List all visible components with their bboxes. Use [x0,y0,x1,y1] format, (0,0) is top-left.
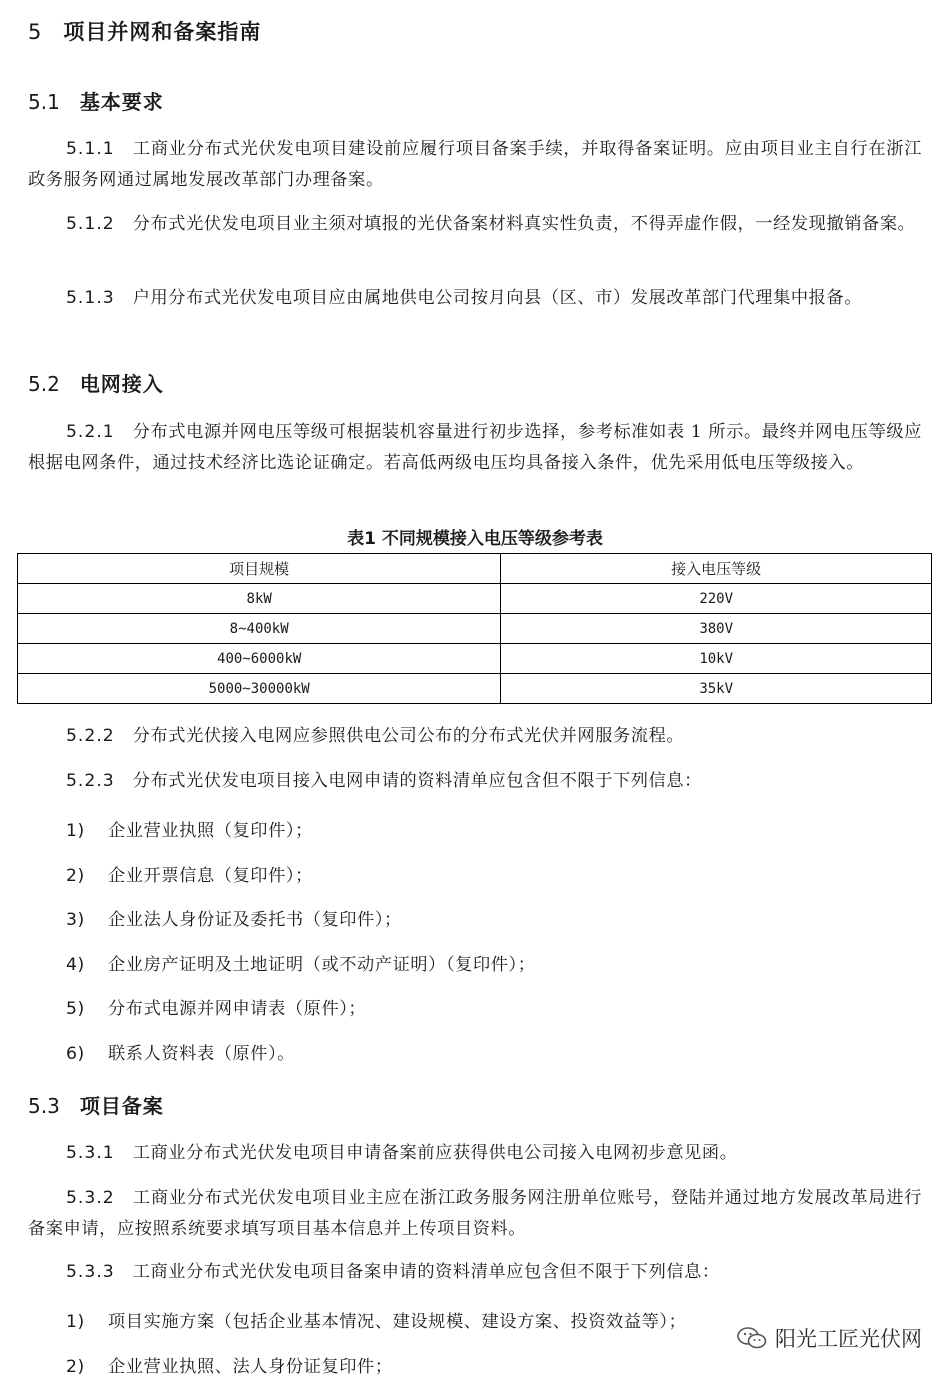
table-cell: 35kV [501,674,932,704]
table-row [18,584,932,614]
list-text: 联系人资料表（原件）。 [108,1044,296,1064]
paragraph-5-3-1 [28,1138,922,1169]
section-title: 电网接入 [79,372,164,396]
list-number: 6) [66,1044,85,1064]
paragraph-5-2-1 [28,417,922,479]
list-item [66,905,402,930]
table-cell: 380V [501,614,932,644]
list-item [66,1307,686,1332]
paragraph-5-1-2 [28,209,922,240]
clause-number: 5.2.1 [66,422,115,442]
section-title: 项目备案 [79,1094,164,1118]
list-text: 项目实施方案（包括企业基本情况、建设规模、建设方案、投资效益等）； [108,1312,687,1332]
clause-number: 5.1.1 [66,139,115,159]
list-item [66,816,313,841]
section-number: 5.2 [28,372,60,396]
watermark [737,1323,922,1353]
section-number: 5.1 [28,90,60,114]
list-item [66,994,366,1019]
section-number: 5.3 [28,1094,60,1118]
chapter-number: 5 [28,20,42,44]
clause-number: 5.2.2 [66,726,115,746]
watermark-text: 阳光工匠光伏网 [775,1327,922,1351]
clause-text: 工商业分布式光伏发电项目备案申请的资料清单应包含但不限于下列信息： [132,1262,720,1282]
chapter-heading [28,16,261,46]
list-item [66,1039,295,1064]
clause-text: 分布式光伏发电项目业主须对填报的光伏备案材料真实性负责，不得弄虚作假，一经发现撤销备案。 [132,214,916,234]
section-heading-5-3 [28,1090,164,1119]
chapter-title: 项目并网和备案指南 [63,20,262,44]
list-text: 企业营业执照（复印件）； [108,821,313,841]
clause-text: 分布式光伏发电项目接入电网申请的资料清单应包含但不限于下列信息： [132,771,702,791]
table-row [18,674,932,704]
paragraph-5-2-2 [28,721,922,752]
wechat-icon [737,1326,767,1350]
table-cell: 8~400kW [18,614,501,644]
paragraph-5-1-1 [28,134,922,196]
section-heading-5-1 [28,86,164,115]
table-row [18,614,932,644]
clause-text: 户用分布式光伏发电项目应由属地供电公司按月向县（区、市）发展改革部门代理集中报备。 [132,288,863,308]
column-header: 接入电压等级 [501,554,932,584]
list-number: 1) [66,821,85,841]
list-number: 2) [66,866,85,886]
table-row [18,644,932,674]
section-heading-5-2 [28,368,164,397]
list-number: 3) [66,910,85,930]
section-title: 基本要求 [79,90,164,114]
clause-number: 5.1.2 [66,214,115,234]
table-cell: 8kW [18,584,501,614]
paragraph-5-2-3 [28,766,922,797]
clause-number: 5.3.2 [66,1188,115,1208]
voltage-reference-table [17,553,932,704]
list-text: 企业开票信息（复印件）； [108,866,313,886]
paragraph-5-3-3 [28,1257,922,1288]
paragraph-5-3-2 [28,1183,922,1245]
paragraph-5-1-3 [28,283,922,314]
list-item [66,950,536,975]
table-cell: 220V [501,584,932,614]
list-number: 2) [66,1357,85,1377]
table-cell: 5000~30000kW [18,674,501,704]
table-cell: 400~6000kW [18,644,501,674]
list-text: 分布式电源并网申请表（原件）； [108,999,367,1019]
list-item [66,1352,393,1377]
list-text: 企业营业执照、法人身份证复印件； [108,1357,393,1377]
column-header: 项目规模 [18,554,501,584]
table-header-row [18,554,932,584]
clause-text: 工商业分布式光伏发电项目业主应在浙江政务服务网注册单位账号，登陆并通过地方发展改革局进行备案申请，应按照系统要求填写项目基本信息并上传项目资料。 [28,1188,922,1239]
list-number: 1) [66,1312,85,1332]
clause-number: 5.3.1 [66,1143,115,1163]
clause-text: 工商业分布式光伏发电项目建设前应履行项目备案手续，并取得备案证明。应由项目业主自行在浙江政务服务网通过属地发展改革部门办理备案。 [28,139,922,190]
clause-number: 5.2.3 [66,771,115,791]
table-cell: 10kV [501,644,932,674]
list-item [66,861,313,886]
table-caption: 表1 不同规模接入电压等级参考表 [347,529,603,549]
list-number: 4) [66,955,85,975]
list-number: 5) [66,999,85,1019]
clause-text: 工商业分布式光伏发电项目申请备案前应获得供电公司接入电网初步意见函。 [132,1143,738,1163]
clause-text: 分布式电源并网电压等级可根据装机容量进行初步选择，参考标准如表 1 所示。最终并网电压等级应根据电网条件，通过技术经济比选论证确定。若高低两级电压均具备接入条件，优先采用低电压等级接入。 [28,422,922,473]
clause-text: 分布式光伏接入电网应参照供电公司公布的分布式光伏并网服务流程。 [132,726,685,746]
list-text: 企业房产证明及土地证明（或不动产证明）（复印件）； [108,955,536,975]
clause-number: 5.1.3 [66,288,115,308]
list-text: 企业法人身份证及委托书（复印件）； [108,910,402,930]
clause-number: 5.3.3 [66,1262,115,1282]
